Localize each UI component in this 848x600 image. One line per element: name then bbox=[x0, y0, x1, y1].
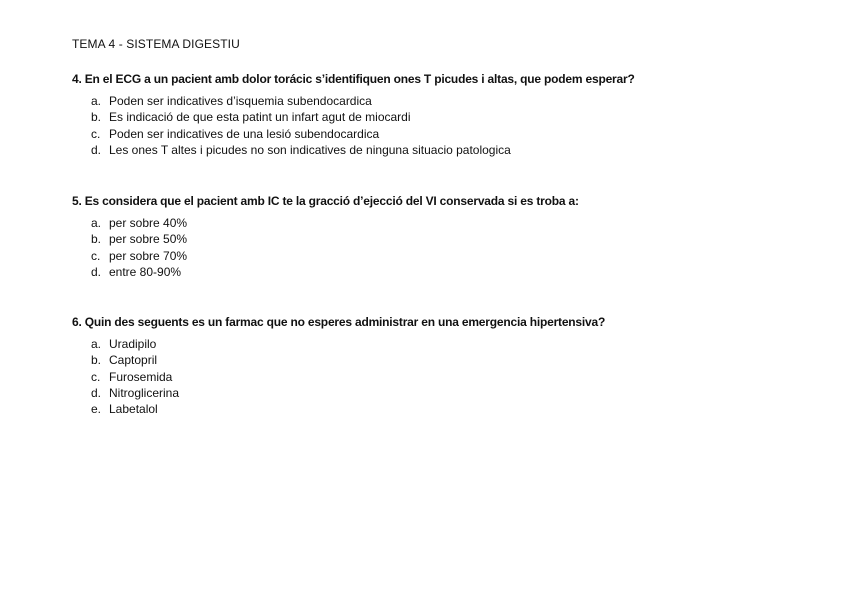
option-text: Poden ser indicatives de una lesió subendocardica bbox=[109, 126, 380, 141]
document-header: TEMA 4 - SISTEMA DIGESTIU bbox=[72, 37, 240, 51]
option-item bbox=[72, 369, 792, 385]
option-text: entre 80-90% bbox=[109, 264, 182, 279]
option-letter: a. bbox=[91, 94, 102, 108]
option-list bbox=[72, 215, 792, 280]
option-letter: e. bbox=[91, 402, 102, 417]
option-text: Poden ser indicatives d’isquemia subendocardica bbox=[109, 94, 372, 108]
option-text: Nitroglicerina bbox=[109, 385, 180, 400]
option-letter: d. bbox=[91, 385, 102, 400]
option-letter: c. bbox=[91, 248, 101, 263]
option-text: Furosemida bbox=[109, 369, 173, 384]
option-item bbox=[72, 336, 792, 352]
option-letter: d. bbox=[91, 142, 102, 157]
option-text: per sobre 70% bbox=[109, 248, 188, 263]
option-item bbox=[72, 231, 792, 247]
question-title: 5. Es considera que el pacient amb IC te la gracció d’ejecció del VI conservada si es troba a: bbox=[72, 194, 579, 208]
option-text: Uradipilo bbox=[109, 337, 157, 351]
option-item bbox=[72, 385, 792, 401]
option-item bbox=[72, 215, 792, 231]
option-letter: a. bbox=[91, 216, 102, 230]
option-item bbox=[72, 248, 792, 264]
option-letter: c. bbox=[91, 369, 101, 384]
option-item bbox=[72, 93, 792, 109]
option-text: Captopril bbox=[109, 353, 158, 368]
option-item bbox=[72, 109, 792, 125]
option-letter: d. bbox=[91, 264, 102, 279]
option-list bbox=[72, 93, 792, 158]
option-letter: a. bbox=[91, 337, 102, 351]
option-item bbox=[72, 352, 792, 368]
option-letter: c. bbox=[91, 126, 101, 141]
option-text: Labetalol bbox=[109, 402, 158, 417]
option-text: per sobre 50% bbox=[109, 232, 188, 247]
option-list bbox=[72, 336, 792, 417]
option-letter: b. bbox=[91, 353, 102, 368]
question-4 bbox=[72, 72, 792, 158]
question-6 bbox=[72, 315, 792, 417]
option-text: Les ones T altes i picudes no son indicatives de ninguna situacio patologica bbox=[109, 142, 511, 157]
question-title: 4. En el ECG a un pacient amb dolor torácic s’identifiquen ones T picudes i altas, que podem esperar? bbox=[72, 72, 635, 86]
option-text: per sobre 40% bbox=[109, 216, 188, 230]
option-letter: b. bbox=[91, 232, 102, 247]
question-title: 6. Quin des seguents es un farmac que no esperes administrar en una emergencia hipertensiva? bbox=[72, 315, 606, 329]
option-item bbox=[72, 401, 792, 417]
option-item bbox=[72, 142, 792, 158]
option-text: Es indicació de que esta patint un infart agut de miocardi bbox=[109, 110, 411, 125]
option-letter: b. bbox=[91, 110, 102, 125]
option-item bbox=[72, 126, 792, 142]
option-item bbox=[72, 264, 792, 280]
question-5 bbox=[72, 194, 792, 280]
